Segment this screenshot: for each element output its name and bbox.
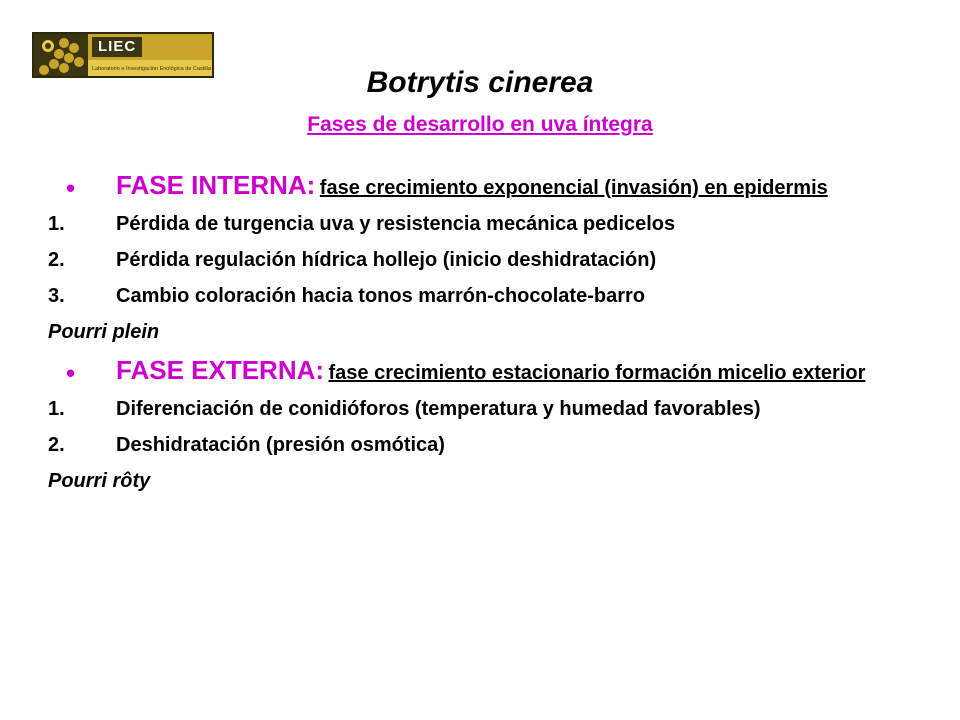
list-item bbox=[48, 248, 928, 273]
item-number: 1. bbox=[48, 213, 65, 235]
bullet-icon: • bbox=[66, 358, 76, 388]
list-item bbox=[48, 212, 928, 237]
bullet-icon: • bbox=[66, 173, 76, 203]
item-number: 2. bbox=[48, 249, 65, 271]
item-text: Pérdida de turgencia uva y resistencia mecánica pedicelos bbox=[116, 213, 676, 235]
phase-heading: FASE EXTERNA: bbox=[116, 355, 325, 385]
item-text: Cambio coloración hacia tonos marrón-chocolate-barro bbox=[116, 285, 645, 307]
list-item bbox=[48, 397, 928, 422]
pourri-label: Pourri rôty bbox=[48, 470, 151, 492]
slide-content bbox=[48, 172, 928, 506]
logo-tagline: Laboratorio e Investigación Enológica de Castilla bbox=[88, 60, 212, 76]
phase-internal bbox=[48, 172, 928, 204]
pourri-label: Pourri plein bbox=[48, 321, 160, 343]
item-text: Diferenciación de conidióforos (temperatura y humedad favorables) bbox=[116, 398, 761, 420]
slide-subtitle: Fases de desarrollo en uva íntegra bbox=[307, 113, 653, 136]
list-item bbox=[48, 284, 928, 309]
item-text: Deshidratación (presión osmótica) bbox=[116, 434, 445, 456]
phase-description: fase crecimiento exponencial (invasión) en epidermis bbox=[319, 177, 828, 199]
item-number: 3. bbox=[48, 285, 65, 307]
item-number: 1. bbox=[48, 398, 65, 420]
phase-description: fase crecimiento estacionario formación micelio exterior bbox=[328, 362, 866, 384]
logo-name: LIEC bbox=[92, 37, 142, 57]
phase-heading: FASE INTERNA: bbox=[116, 170, 316, 200]
item-text: Pérdida regulación hídrica hollejo (inicio deshidratación) bbox=[116, 249, 657, 271]
phase-external bbox=[48, 357, 928, 389]
slide-title: Botrytis cinerea bbox=[366, 66, 594, 99]
item-number: 2. bbox=[48, 434, 65, 456]
list-item bbox=[48, 433, 928, 458]
